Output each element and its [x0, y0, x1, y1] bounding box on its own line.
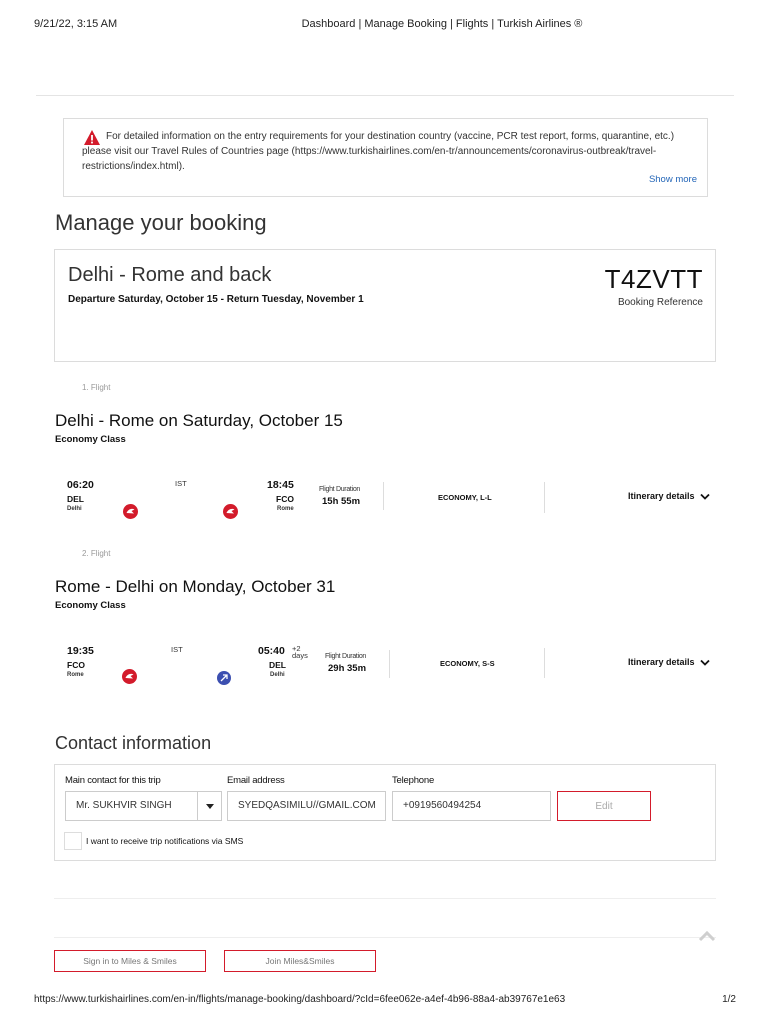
leg-title: Delhi - Rome on Saturday, October 15 [55, 411, 343, 430]
leg-step-label: 2. Flight [82, 549, 111, 558]
fare-class: ECONOMY, L-L [438, 493, 492, 502]
itinerary-details-label: Itinerary details [628, 491, 695, 501]
turkish-airlines-logo-icon [122, 669, 137, 684]
arrival-time: 18:45 [267, 479, 294, 491]
main-contact-select[interactable] [65, 791, 222, 821]
fare-class: ECONOMY, S-S [440, 659, 495, 668]
departure-time: 19:35 [67, 645, 94, 657]
booking-dates: Departure Saturday, October 15 - Return Tuesday, November 1 [68, 294, 364, 305]
stopover-code: IST [171, 645, 183, 654]
flight-duration: 15h 55m [322, 496, 361, 507]
leg-cabin-class: Economy Class [55, 434, 126, 445]
page-title: Manage your booking [55, 210, 267, 235]
contact-heading: Contact information [55, 733, 212, 753]
departure-airport-code: DEL [67, 494, 84, 504]
email-field[interactable]: SYEDQASIMILU//GMAIL.COM [227, 791, 386, 821]
show-more-link[interactable]: Show more [648, 174, 697, 185]
dropdown-caret-icon [197, 792, 221, 820]
turkish-airlines-logo-icon [223, 504, 238, 519]
arrival-airport-code: DEL [269, 660, 286, 670]
duration-label: Flight Duration [319, 486, 361, 493]
itinerary-details-toggle[interactable] [628, 491, 710, 501]
edit-contact-button[interactable]: Edit [557, 791, 651, 821]
chevron-down-icon [700, 659, 710, 666]
telephone-field[interactable]: +0919560494254 [392, 791, 551, 821]
scroll-to-top-icon[interactable] [698, 930, 716, 942]
flight-duration: 29h 35m [328, 663, 367, 674]
stopover-code: IST [175, 479, 187, 488]
divider [383, 482, 384, 510]
print-page-number: 1/2 [722, 994, 736, 1005]
arrival-city: Delhi [270, 672, 285, 678]
travel-rules-alert [63, 118, 708, 197]
leg-title: Rome - Delhi on Monday, October 31 [55, 577, 336, 596]
chevron-down-icon [700, 493, 710, 500]
arrival-time: 05:40 [258, 645, 285, 657]
arrival-airport-code: FCO [276, 494, 294, 504]
main-contact-value: Mr. SUKHVIR SINGH [76, 800, 172, 811]
booking-reference-label: Booking Reference [617, 297, 703, 308]
print-datetime: 9/21/22, 3:15 AM [34, 18, 118, 30]
join-miles-smiles-button[interactable]: Join Miles&Smiles [224, 950, 376, 972]
header-divider [36, 95, 734, 96]
print-url: https://www.turkishairlines.com/en-in/flights/manage-booking/dashboard/?cId=6fee062e-a4ef-4b96-88a4-ab39767e1e63 [34, 994, 566, 1005]
duration-label: Flight Duration [325, 653, 367, 660]
turkish-airlines-logo-icon [123, 504, 138, 519]
partner-airline-logo-icon [217, 671, 231, 685]
departure-airport-code: FCO [67, 660, 85, 670]
divider [389, 650, 390, 678]
itinerary-details-toggle[interactable] [628, 657, 710, 667]
email-label: Email address [227, 775, 285, 786]
print-page-title: Dashboard | Manage Booking | Flights | Turkish Airlines ® [301, 18, 583, 30]
departure-city: Delhi [67, 506, 82, 512]
contact-form [54, 764, 716, 861]
telephone-label: Telephone [392, 775, 435, 786]
sms-notification-label: I want to receive trip notifications via SMS [86, 836, 244, 846]
departure-time: 06:20 [67, 479, 94, 491]
flight-row [54, 638, 716, 688]
leg-cabin-class: Economy Class [55, 600, 126, 611]
arrival-city: Rome [277, 506, 294, 512]
booking-route: Delhi - Rome and back [68, 264, 272, 286]
divider [544, 482, 545, 513]
sign-in-miles-smiles-button[interactable]: Sign in to Miles & Smiles [54, 950, 206, 972]
leg-step-label: 1. Flight [82, 383, 111, 392]
booking-summary-card [54, 249, 716, 362]
section-divider [54, 937, 716, 938]
departure-city: Rome [67, 672, 84, 678]
itinerary-details-label: Itinerary details [628, 657, 695, 667]
section-divider [54, 898, 716, 899]
main-contact-label: Main contact for this trip [65, 775, 161, 786]
flight-row [54, 472, 716, 522]
alert-text: For detailed information on the entry requirements for your destination country (vaccine, PCR test report, forms, quarantine, etc.) please visit our Travel Rules of Countries page (https://www.turkishairlines.com/en-tr/announcements/coronavirus-outbreak/travel-restrictions/index.html). [82, 131, 675, 172]
booking-reference: T4ZVTT [604, 264, 703, 294]
sms-notification-checkbox[interactable] [64, 832, 82, 850]
arrival-day-offset: +2 days [292, 644, 308, 660]
divider [544, 648, 545, 678]
